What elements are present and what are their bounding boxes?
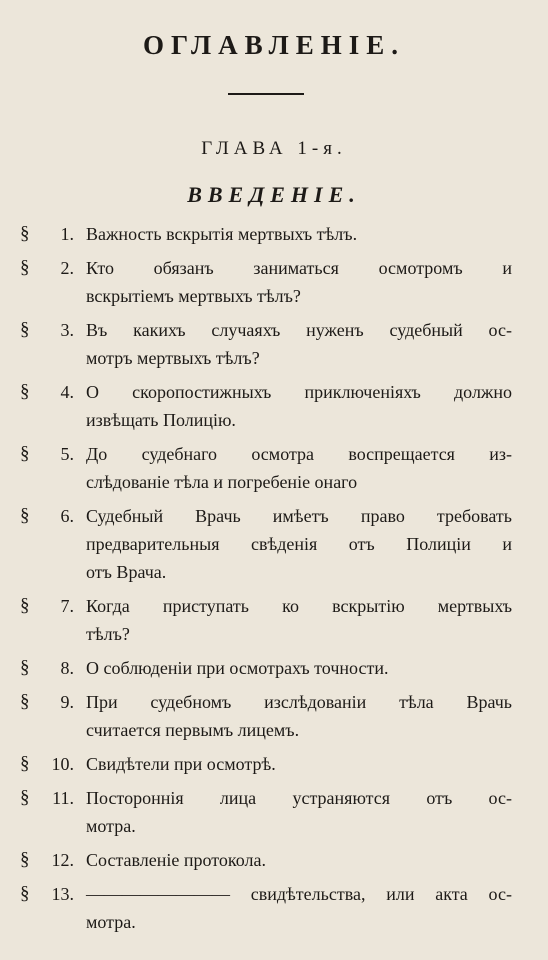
chapter-heading: ГЛАВА 1-я. <box>201 138 347 159</box>
entry-number: 6. <box>60 506 74 526</box>
toc-entry <box>0 784 548 840</box>
entry-title-line: вскрытіемъ мертвыхъ тѣлъ? <box>86 286 301 306</box>
entry-title-line: До судебнаго осмотра воспрещается из- <box>86 444 512 464</box>
entry-title <box>86 688 512 744</box>
entry-title-line: ———————— свидѣтельства, или акта ос- <box>86 884 512 904</box>
entry-title-line: тѣлъ? <box>86 624 130 644</box>
section-symbol: § <box>20 223 30 244</box>
table-of-contents <box>0 220 548 936</box>
entry-title-line: Когда приступать ко вскрытію мертвыхъ <box>86 596 512 616</box>
toc-entry <box>0 846 548 874</box>
entry-title <box>86 784 512 840</box>
entry-title-line: Свидѣтели при осмотрѣ. <box>86 754 276 774</box>
section-symbol: § <box>20 691 30 712</box>
section-symbol: § <box>20 753 30 774</box>
entry-title <box>86 440 512 496</box>
entry-title-line: О соблюденіи при осмотрахъ точности. <box>86 658 389 678</box>
entry-title-line: О скоропостижныхъ приключеніяхъ должно <box>86 382 512 402</box>
title-divider <box>228 93 304 95</box>
entry-title <box>86 592 512 648</box>
entry-number: 1. <box>60 224 74 244</box>
entry-number: 11. <box>52 788 74 808</box>
section-symbol: § <box>20 319 30 340</box>
toc-entry <box>0 688 548 744</box>
entry-title <box>86 502 512 586</box>
entry-title-line: мотра. <box>86 816 136 836</box>
page-title: ОГЛАВЛЕНIЕ. <box>142 30 406 60</box>
toc-entry <box>0 440 548 496</box>
section-symbol: § <box>20 883 30 904</box>
entry-number: 8. <box>60 658 74 678</box>
entry-title-line: Составленіе протокола. <box>86 850 266 870</box>
section-symbol: § <box>20 443 30 464</box>
entry-number: 13. <box>51 884 74 904</box>
entry-number: 12. <box>51 850 74 870</box>
section-symbol: § <box>20 787 30 808</box>
section-symbol: § <box>20 381 30 402</box>
entry-title-line: извѣщать Полицію. <box>86 410 236 430</box>
entry-title-line: предварительныя свѣденія отъ Полиціи и <box>86 534 512 554</box>
toc-entry <box>0 880 548 936</box>
section-symbol: § <box>20 505 30 526</box>
entry-title <box>86 254 512 310</box>
toc-entry <box>0 750 548 778</box>
toc-entry <box>0 254 548 310</box>
entry-number: 9. <box>60 692 74 712</box>
entry-title-line: Важность вскрытія мертвыхъ тѣлъ. <box>86 224 358 244</box>
entry-title <box>86 846 512 874</box>
entry-title <box>86 880 512 936</box>
section-heading: ВВЕДЕНIЕ. <box>187 182 361 207</box>
toc-entry <box>0 502 548 586</box>
toc-entry <box>0 220 548 248</box>
entry-title-line: слѣдованіе тѣла и погребеніе онаго <box>86 472 358 492</box>
entry-title-line: мотра. <box>86 912 136 932</box>
entry-title-line: Судебный Врачь имѣетъ право требовать <box>86 506 512 526</box>
entry-title-line: считается первымъ лицемъ. <box>86 720 300 740</box>
section-symbol: § <box>20 595 30 616</box>
entry-number: 5. <box>60 444 74 464</box>
section-symbol: § <box>20 657 30 678</box>
entry-number: 3. <box>60 320 74 340</box>
section-symbol: § <box>20 849 30 870</box>
entry-number: 4. <box>60 382 74 402</box>
entry-title-line: Въ какихъ случаяхъ нуженъ судебный ос- <box>86 320 512 340</box>
section-symbol: § <box>20 257 30 278</box>
entry-title-line: мотръ мертвыхъ тѣлъ? <box>86 348 260 368</box>
entry-title-line: Постороннія лица устраняются отъ ос- <box>86 788 512 808</box>
entry-title-line: отъ Врача. <box>86 562 167 582</box>
entry-title-line: Кто обязанъ заниматься осмотромъ и <box>86 258 512 278</box>
entry-number: 7. <box>60 596 74 616</box>
entry-title <box>86 220 512 248</box>
entry-title <box>86 378 512 434</box>
toc-entry <box>0 654 548 682</box>
entry-title <box>86 654 512 682</box>
toc-entry <box>0 316 548 372</box>
entry-title-line: При судебномъ изслѣдованіи тѣла Врачь <box>86 692 512 712</box>
entry-number: 10. <box>51 754 74 774</box>
toc-entry <box>0 592 548 648</box>
entry-number: 2. <box>60 258 74 278</box>
entry-title <box>86 750 512 778</box>
entry-title <box>86 316 512 372</box>
toc-entry <box>0 378 548 434</box>
